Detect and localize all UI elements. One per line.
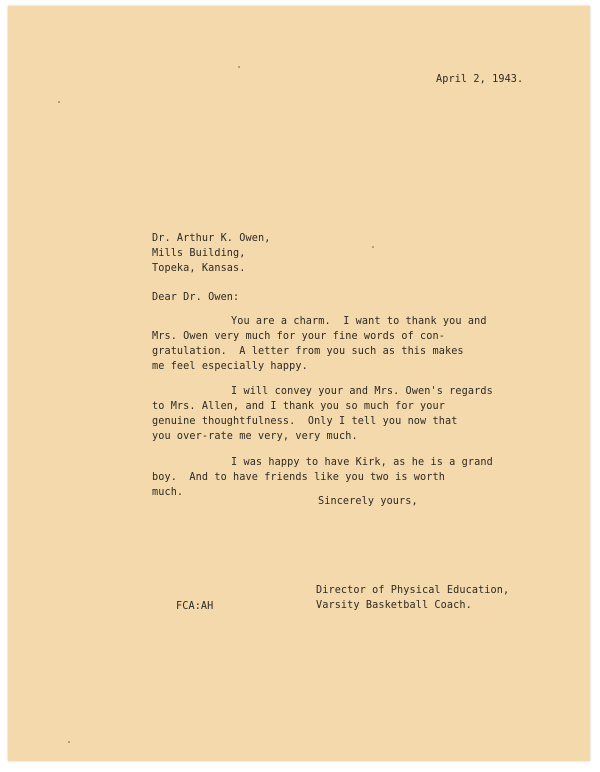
salutation: Dear Dr. Owen:	[152, 292, 240, 303]
body-line: I was happy to have Kirk, as he is a grand	[231, 457, 493, 468]
body-line: boy. And to have friends like you two is worth	[152, 472, 445, 483]
body-line: you over-rate me very, very much.	[152, 431, 358, 442]
recipient-address-line: Mills Building,	[152, 248, 246, 259]
recipient-address-line: Topeka, Kansas.	[152, 263, 246, 274]
paper-speck	[372, 246, 374, 248]
body-line: Mrs. Owen very much for your fine words of con-	[152, 331, 445, 342]
paper-speck	[238, 66, 240, 68]
signature-title-line: Varsity Basketball Coach.	[316, 600, 472, 611]
typist-initials: FCA:AH	[176, 601, 214, 612]
body-line: genuine thoughtfulness. Only I tell you now that	[152, 416, 458, 427]
paper-speck	[68, 741, 70, 743]
recipient-name: Dr. Arthur K. Owen,	[152, 233, 271, 244]
body-line: You are a charm. I want to thank you and	[231, 316, 487, 327]
body-line: to Mrs. Allen, and I thank you so much for your	[152, 401, 445, 412]
body-line: gratulation. A letter from you such as this makes	[152, 346, 464, 357]
letter-page	[8, 6, 590, 761]
letter-date: April 2, 1943.	[436, 74, 524, 85]
signature-title-line: Director of Physical Education,	[316, 585, 510, 596]
body-line: I will convey your and Mrs. Owen's regards	[231, 386, 493, 397]
paper-speck	[58, 101, 60, 103]
body-line: much.	[152, 487, 184, 498]
body-line: me feel especially happy.	[152, 361, 308, 372]
closing: Sincerely yours,	[318, 496, 418, 507]
